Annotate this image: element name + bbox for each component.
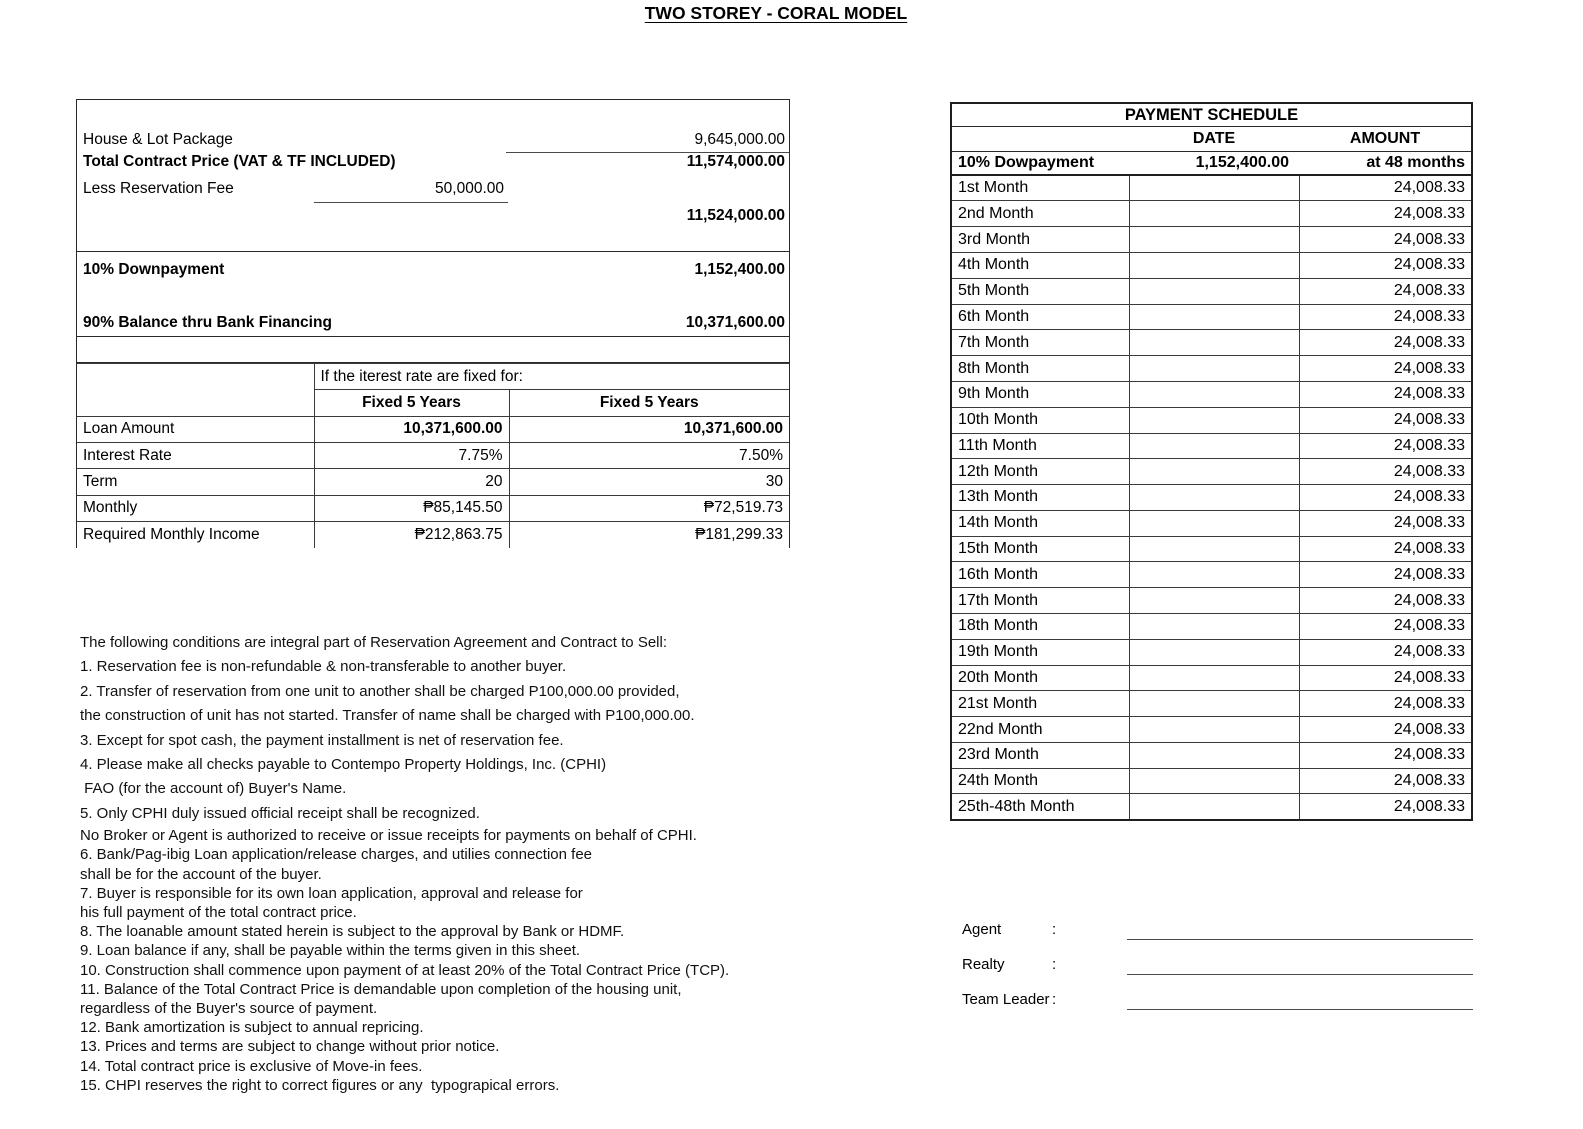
fixed-years-col2-header: Fixed 5 Years <box>509 390 789 416</box>
payment-row-date <box>1129 510 1299 536</box>
payment-row-date <box>1129 485 1299 511</box>
payment-row-date <box>1129 562 1299 588</box>
condition-line: 3. Except for spot cash, the payment installment is net of reservation fee. <box>80 731 564 749</box>
condition-line: 8. The loanable amount stated herein is subject to the approval by Bank or HDMF. <box>80 923 625 941</box>
amount-column-header: AMOUNT <box>1349 130 1421 148</box>
condition-line: 15. CHPI reserves the right to correct figures or any typograpical errors. <box>80 1076 560 1094</box>
payment-row <box>951 381 1472 407</box>
payment-row-month: 18th Month <box>951 613 1129 639</box>
payment-row-amount: 24,008.33 <box>1299 588 1472 614</box>
condition-line: 5. Only CPHI duly issued official receipt shall be recognized. <box>80 804 480 822</box>
loan-row-value-2: ₱181,299.33 <box>509 522 789 548</box>
payment-schedule-title: PAYMENT SCHEDULE <box>951 103 1472 127</box>
condition-line: shall be for the account of the buyer. <box>80 865 322 883</box>
reservation-fee-label: Less Reservation Fee <box>83 180 234 197</box>
balance-label: 90% Balance thru Bank Financing <box>83 314 332 331</box>
downpayment-label: 10% Downpayment <box>83 261 225 278</box>
payment-row-date <box>1129 794 1299 820</box>
payment-row-amount: 24,008.33 <box>1299 691 1472 717</box>
payment-row-date <box>1129 175 1299 201</box>
condition-line: 7. Buyer is responsible for its own loan application, approval and release for <box>80 884 583 902</box>
signature-row <box>955 948 1473 983</box>
downpayment-value: 1,152,400.00 <box>694 261 785 278</box>
payment-row-date <box>1129 381 1299 407</box>
payment-row-month: 25th-48th Month <box>951 794 1129 820</box>
payment-row-month: 15th Month <box>951 536 1129 562</box>
payment-row-date <box>1129 253 1299 279</box>
signature-colon: : <box>1052 921 1057 938</box>
loan-table-corner-cell <box>77 364 314 417</box>
tcp-label: Total Contract Price (VAT & TF INCLUDED) <box>83 153 396 170</box>
signature-label: Agent <box>962 921 1002 938</box>
payment-row-amount: 24,008.33 <box>1299 742 1472 768</box>
payment-row-month: 19th Month <box>951 639 1129 665</box>
payment-row-month: 22nd Month <box>951 717 1129 743</box>
page-title-text: TWO STOREY - CORAL MODEL <box>644 3 908 23</box>
payment-row-date <box>1129 742 1299 768</box>
payment-row-date <box>1129 691 1299 717</box>
payment-row-month: 1st Month <box>951 175 1129 201</box>
payment-row <box>951 407 1472 433</box>
loan-row-label: Monthly <box>77 495 314 521</box>
payment-row-month: 6th Month <box>951 304 1129 330</box>
loan-row-label: Loan Amount <box>77 416 314 442</box>
payment-row-date <box>1129 278 1299 304</box>
payment-row-amount: 24,008.33 <box>1299 381 1472 407</box>
loan-row-label: Term <box>77 469 314 495</box>
payment-row <box>951 742 1472 768</box>
downpayment-row-terms: at 48 months <box>1299 151 1472 175</box>
payment-row-month: 21st Month <box>951 691 1129 717</box>
loan-table-row <box>77 522 789 548</box>
condition-line: 10. Construction shall commence upon payment of at least 20% of the Total Contract Price (TCP). <box>80 961 730 979</box>
conditions-list <box>80 631 800 1095</box>
loan-table-row <box>77 443 789 469</box>
reservation-fee-value: 50,000.00 <box>435 180 504 197</box>
loan-computation-table <box>77 363 789 548</box>
signature-line-field[interactable] <box>1127 939 1473 940</box>
condition-line: 1. Reservation fee is non-refundable & non-transferable to another buyer. <box>80 658 567 676</box>
payment-row-date <box>1129 201 1299 227</box>
payment-row-month: 23rd Month <box>951 742 1129 768</box>
payment-row <box>951 691 1472 717</box>
payment-row-date <box>1129 227 1299 253</box>
payment-row <box>951 304 1472 330</box>
signature-block <box>955 913 1473 1018</box>
subtotal-rule <box>314 202 508 203</box>
loan-row-value-2: ₱72,519.73 <box>509 495 789 521</box>
empty-header-cell <box>951 127 1129 152</box>
condition-line: his full payment of the total contract price. <box>80 904 357 922</box>
spacer-row <box>77 337 789 363</box>
loan-row-value-2: 30 <box>509 469 789 495</box>
tcp-value: 11,574,000.00 <box>686 153 785 170</box>
condition-line: 12. Bank amortization is subject to annual repricing. <box>80 1019 424 1037</box>
payment-row-month: 10th Month <box>951 407 1129 433</box>
payment-row <box>951 510 1472 536</box>
payment-row-date <box>1129 536 1299 562</box>
payment-row-month: 9th Month <box>951 381 1129 407</box>
pricing-card <box>76 99 790 548</box>
signature-colon: : <box>1052 956 1057 973</box>
loan-table-header-row <box>77 364 789 390</box>
payment-row <box>951 356 1472 382</box>
net-contract-value: 11,524,000.00 <box>686 207 785 224</box>
payment-row <box>951 562 1472 588</box>
payment-row-date <box>1129 768 1299 794</box>
payment-row-amount: 24,008.33 <box>1299 201 1472 227</box>
payment-row <box>951 253 1472 279</box>
payment-row-month: 4th Month <box>951 253 1129 279</box>
payment-row <box>951 227 1472 253</box>
signature-row <box>955 983 1473 1018</box>
payment-row-amount: 24,008.33 <box>1299 562 1472 588</box>
payment-row-date <box>1129 433 1299 459</box>
payment-row <box>951 639 1472 665</box>
payment-schedule-title-row <box>951 103 1472 127</box>
payment-row-date <box>1129 588 1299 614</box>
payment-row-amount: 24,008.33 <box>1299 536 1472 562</box>
payment-row-amount: 24,008.33 <box>1299 717 1472 743</box>
condition-line: The following conditions are integral part of Reservation Agreement and Contract to Sell: <box>80 634 667 651</box>
signature-label: Realty <box>962 956 1005 973</box>
payment-row-month: 7th Month <box>951 330 1129 356</box>
downpayment-row-amount: 1,152,400.00 <box>1129 151 1299 175</box>
downpayment-row-label: 10% Dowpayment <box>951 151 1129 175</box>
fixed-years-col1-header: Fixed 5 Years <box>314 390 509 416</box>
loan-table-row <box>77 416 789 442</box>
payment-row-amount: 24,008.33 <box>1299 639 1472 665</box>
payment-row-month: 8th Month <box>951 356 1129 382</box>
payment-row-date <box>1129 717 1299 743</box>
payment-row-amount: 24,008.33 <box>1299 253 1472 279</box>
payment-row-amount: 24,008.33 <box>1299 768 1472 794</box>
payment-row-date <box>1129 356 1299 382</box>
balance-value: 10,371,600.00 <box>685 314 785 331</box>
payment-row <box>951 768 1472 794</box>
page-title <box>0 3 1552 24</box>
signature-label: Team Leader <box>962 991 1050 1008</box>
payment-row-amount: 24,008.33 <box>1299 330 1472 356</box>
payment-row <box>951 175 1472 201</box>
condition-line: FAO (for the account of) Buyer's Name. <box>80 780 347 798</box>
payment-row-amount: 24,008.33 <box>1299 665 1472 691</box>
loan-row-value-2: 7.50% <box>509 443 789 469</box>
payment-row-month: 24th Month <box>951 768 1129 794</box>
loan-table-row <box>77 495 789 521</box>
contract-price-section <box>77 100 789 252</box>
house-lot-label: House & Lot Package <box>83 131 233 148</box>
payment-row-month: 13th Month <box>951 485 1129 511</box>
payment-row <box>951 278 1472 304</box>
payment-row-date <box>1129 330 1299 356</box>
payment-row-amount: 24,008.33 <box>1299 485 1472 511</box>
payment-row-date <box>1129 639 1299 665</box>
payment-row-month: 3rd Month <box>951 227 1129 253</box>
loan-table-row <box>77 469 789 495</box>
payment-row-amount: 24,008.33 <box>1299 510 1472 536</box>
interest-rate-header: If the iterest rate are fixed for: <box>314 364 789 390</box>
payment-row-month: 12th Month <box>951 459 1129 485</box>
house-lot-value: 9,645,000.00 <box>694 131 785 148</box>
loan-row-value-1: 20 <box>314 469 509 495</box>
condition-line: regardless of the Buyer's source of payment. <box>80 1000 378 1018</box>
payment-row-amount: 24,008.33 <box>1299 356 1472 382</box>
payment-row <box>951 201 1472 227</box>
payment-row-date <box>1129 613 1299 639</box>
loan-row-value-1: 7.75% <box>314 443 509 469</box>
payment-row-date <box>1129 665 1299 691</box>
condition-line: the construction of unit has not started. Transfer of name shall be charged with P100,000.00. <box>80 707 695 725</box>
payment-row-amount: 24,008.33 <box>1299 407 1472 433</box>
signature-row <box>955 913 1473 948</box>
condition-line: 13. Prices and terms are subject to change without prior notice. <box>80 1038 500 1056</box>
payment-row <box>951 717 1472 743</box>
signature-line-field[interactable] <box>1127 974 1473 975</box>
payment-row-month: 17th Month <box>951 588 1129 614</box>
condition-line: 9. Loan balance if any, shall be payable within the terms given in this sheet. <box>80 942 581 960</box>
date-column-header: DATE <box>1192 130 1236 148</box>
payment-row-month: 14th Month <box>951 510 1129 536</box>
payment-row-date <box>1129 407 1299 433</box>
loan-row-value-1: 10,371,600.00 <box>314 416 509 442</box>
payment-row <box>951 536 1472 562</box>
condition-line: 14. Total contract price is exclusive of Move-in fees. <box>80 1057 423 1075</box>
signature-colon: : <box>1052 991 1057 1008</box>
payment-row-month: 16th Month <box>951 562 1129 588</box>
payment-row-month: 11th Month <box>951 433 1129 459</box>
payment-row-month: 20th Month <box>951 665 1129 691</box>
payment-row <box>951 330 1472 356</box>
payment-row-amount: 24,008.33 <box>1393 797 1465 815</box>
payment-row-amount: 24,008.33 <box>1299 433 1472 459</box>
condition-line: No Broker or Agent is authorized to receive or issue receipts for payments on behalf of CPHI. <box>80 827 697 845</box>
payment-row <box>951 665 1472 691</box>
payment-row-amount: 24,008.33 <box>1299 227 1472 253</box>
downpayment-row <box>951 151 1472 175</box>
signature-line-field[interactable] <box>1127 1009 1473 1010</box>
payment-row <box>951 588 1472 614</box>
loan-row-label: Interest Rate <box>77 443 314 469</box>
payment-schedule-header-row <box>951 127 1472 152</box>
payment-row-amount: 24,008.33 <box>1299 459 1472 485</box>
payment-row <box>951 794 1472 820</box>
loan-row-label: Required Monthly Income <box>77 522 314 548</box>
payment-row-amount: 24,008.33 <box>1299 613 1472 639</box>
financing-split-section <box>77 252 789 337</box>
payment-row-amount: 24,008.33 <box>1299 278 1472 304</box>
payment-row-month: 2nd Month <box>951 201 1129 227</box>
loan-row-value-1: ₱212,863.75 <box>314 522 509 548</box>
payment-schedule-table <box>950 102 1473 821</box>
payment-row-date <box>1129 459 1299 485</box>
loan-row-value-2: 10,371,600.00 <box>509 416 789 442</box>
condition-line: 11. Balance of the Total Contract Price is demandable upon completion of the housing unit, <box>80 980 682 998</box>
loan-row-value-1: ₱85,145.50 <box>314 495 509 521</box>
payment-row <box>951 459 1472 485</box>
payment-row <box>951 613 1472 639</box>
condition-line: 2. Transfer of reservation from one unit to another shall be charged P100,000.00 provided, <box>80 682 680 700</box>
payment-row-amount: 24,008.33 <box>1299 175 1472 201</box>
payment-row-date <box>1129 304 1299 330</box>
payment-row <box>951 485 1472 511</box>
condition-line: 6. Bank/Pag-ibig Loan application/release charges, and utilies connection fee <box>80 846 593 864</box>
payment-row <box>951 433 1472 459</box>
condition-line: 4. Please make all checks payable to Contempo Property Holdings, Inc. (CPHI) <box>80 756 607 774</box>
payment-row-month: 5th Month <box>951 278 1129 304</box>
payment-row-amount: 24,008.33 <box>1299 304 1472 330</box>
